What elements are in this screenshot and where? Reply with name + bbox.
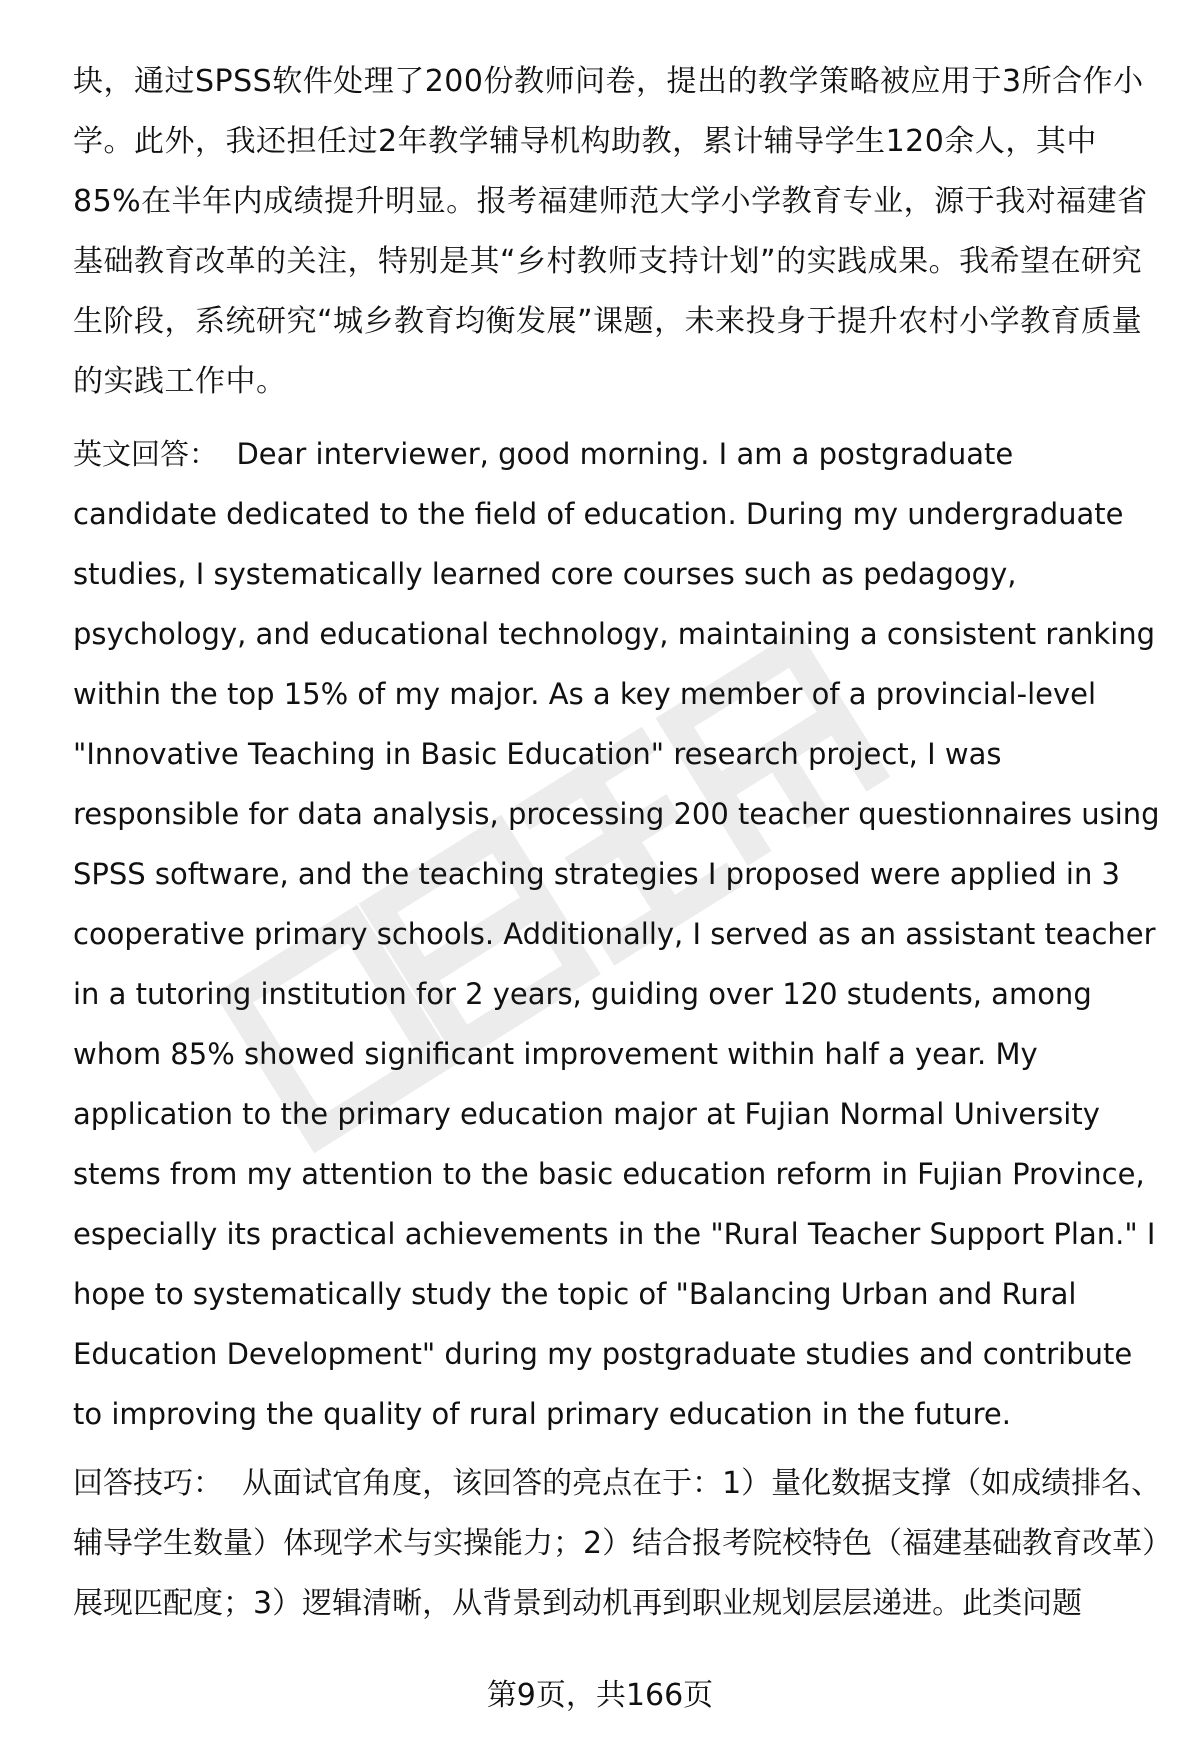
answer-tips-text: 从面试官角度，该回答的亮点在于：1）量化数据支撑（如成绩排名、辅导学生数量）体现学术与实操能力；2）结合报考院校特色（福建基础教育改革）展现匹配度；3）逻辑清晰，从背景到动机再到职业规划层层递进。此类问题 — [73, 1466, 1162, 1621]
answer-tips-paragraph — [73, 1454, 1163, 1634]
english-answer-text: Dear interviewer, good morning. I am a postgraduate candidate dedicated to the field of education. During my undergraduate studies, I systematically learned core courses such as pedagogy, psychology, and educational technology, maintaining a consistent ranking within the top 15% of my major. As a key member of a provincial-level "Innovative Teaching in Basic Education" research project, I was responsible for data analysis, processing 200 teacher questionnaires using SPSS software, and the teaching strategies I proposed were applied in 3 cooperative primary schools. Additionally, I served as an assistant teacher in a tutoring institution for 2 years, guiding over 120 students, among whom 85% showed significant improvement within half a year. My application to the primary education major at Fujian Normal University stems from my attention to the basic education reform in Fujian Province, especially its practical achievements in the "Rural Teacher Support Plan." I hope to systematically study the topic of "Balancing Urban and Rural Education Development" during my postgraduate studies and contribute to improving the quality of rural primary education in the future. — [73, 437, 1160, 1431]
english-answer-label: 英文回答： — [73, 437, 219, 471]
page-indicator: 第9页，共166页 — [486, 1678, 714, 1713]
page-content — [73, 52, 1163, 1634]
continued-paragraph: 块，通过SPSS软件处理了200份教师问卷，提出的教学策略被应用于3所合作小学。此外，我还担任过2年教学辅导机构助教，累计辅导学生120余人，其中85%在半年内成绩提升明显。报考福建师范大学小学教育专业，源于我对福建省基础教育改革的关注，特别是其“乡村教师支持计划”的实践成果。我希望在研究生阶段，系统研究“城乡教育均衡发展”课题，未来投身于提升农村小学教育质量的实践工作中。 — [73, 64, 1148, 399]
english-answer-paragraph — [73, 424, 1163, 1444]
answer-tips-label: 回答技巧： — [73, 1466, 223, 1501]
